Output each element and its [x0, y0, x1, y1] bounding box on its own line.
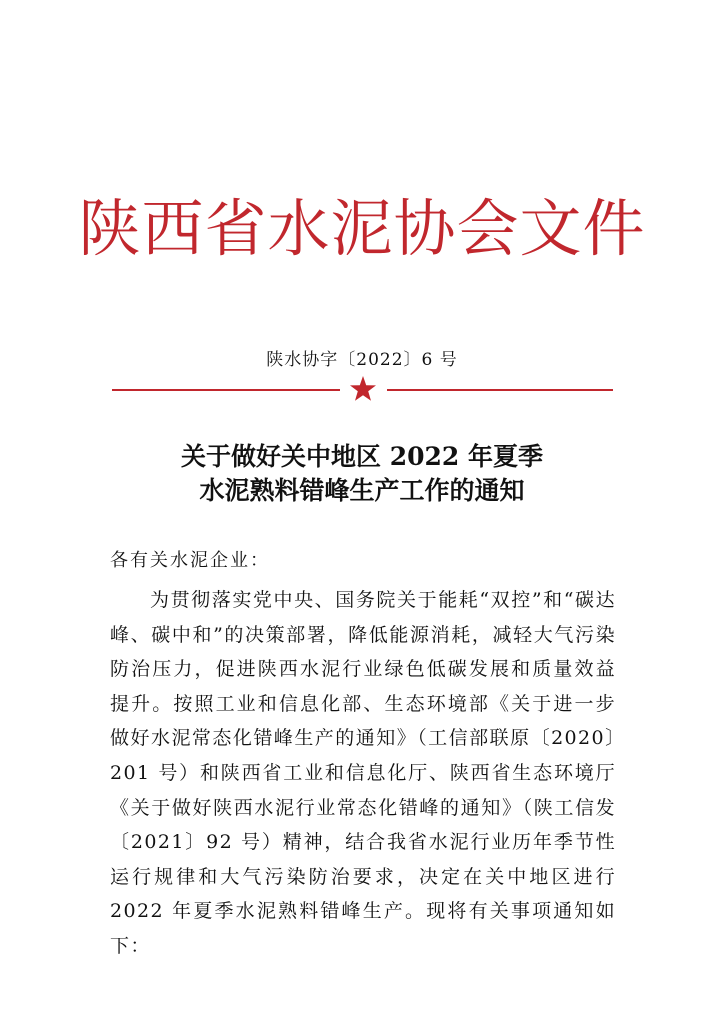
divider-line-right	[387, 389, 613, 391]
body-paragraph: 为贯彻落实党中央、国务院关于能耗“双控”和“碳达峰、碳中和”的决策部署，降低能源消耗，减轻大气污染防治压力，促进陕西水泥行业绿色低碳发展和质量效益提升。按照工业和信息化部、生态环境部《关于进一步做好水泥常态化错峰生产的通知》（工信部联原〔2020〕201 号）和陕西省工业和信息化厅、陕西省生态环境厅《关于做好陕西水泥行业常态化错峰的通知》（陕工信发〔2021〕92 号）精神，结合我省水泥行业历年季节性运行规律和大气污染防治要求，决定在关中地区进行 2022 年夏季水泥熟料错峰生产。现将有关事项通知如下：	[110, 589, 616, 957]
star-shape	[350, 376, 376, 401]
star-icon	[349, 375, 377, 403]
notice-title-line-2: 水泥熟料错峰生产工作的通知	[199, 476, 525, 505]
salutation: 各有关水泥企业：	[110, 550, 270, 571]
document-number: 陕水协字〔2022〕6 号	[266, 350, 458, 370]
document-header-title: 陕西省水泥协会文件	[78, 192, 646, 265]
notice-title-line-1: 关于做好关中地区 2022 年夏季	[181, 442, 543, 471]
divider-line-left	[112, 389, 340, 391]
notice-title	[0, 440, 724, 508]
